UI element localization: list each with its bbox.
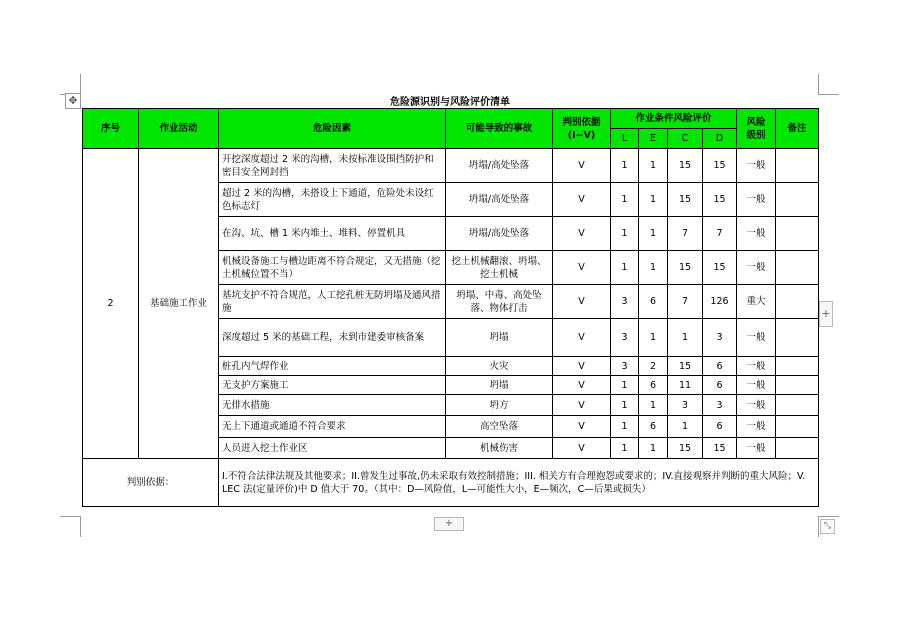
footer-label[interactable]: 判别依据： <box>83 459 219 507</box>
e-cell[interactable]: 1 <box>639 217 668 251</box>
level-cell[interactable]: 一般 <box>737 251 776 285</box>
level-cell[interactable]: 一般 <box>737 357 776 376</box>
level-cell[interactable]: 一般 <box>737 395 776 416</box>
level-cell[interactable]: 一般 <box>737 438 776 459</box>
header-e: E <box>639 129 668 149</box>
accident-cell[interactable]: 挖土机械翻滚、坍塌、挖土机械 <box>446 251 553 285</box>
table-row <box>83 149 819 183</box>
accident-cell[interactable]: 坍塌/高处坠落 <box>446 149 553 183</box>
header-level-top: 风险 <box>746 116 766 128</box>
e-cell[interactable]: 2 <box>639 357 668 376</box>
footer-basis-text[interactable]: I.不符合法律法规及其他要求；II.曾发生过事故,仍未采取有效控制措施；III. 相关方有合理抱怨或要求的；IV.直接观察并判断的重大风险；V. LEC 法(定量评价)中 D 值大于 70。（其中：D—风险值，L—可能性大小，E—频次，C—后果或损失） <box>219 459 819 507</box>
header-hazard: 危险因素 <box>219 109 446 149</box>
l-cell[interactable]: 1 <box>611 217 639 251</box>
header-remark: 备注 <box>776 109 819 149</box>
l-cell[interactable]: 1 <box>611 149 639 183</box>
level-cell[interactable]: 一般 <box>737 149 776 183</box>
basis-cell[interactable]: V <box>553 395 611 416</box>
c-cell[interactable]: 7 <box>668 217 703 251</box>
remark-cell[interactable] <box>776 395 819 416</box>
header-basis-top: 判别依据 <box>562 116 601 128</box>
e-cell[interactable]: 1 <box>639 395 668 416</box>
header-basis-bottom: (I~V) <box>567 129 596 141</box>
d-cell[interactable]: 3 <box>703 319 737 357</box>
e-cell[interactable]: 6 <box>639 416 668 438</box>
d-cell[interactable]: 15 <box>703 438 737 459</box>
header-level <box>737 109 776 149</box>
header-seq: 序号 <box>83 109 139 149</box>
d-cell[interactable]: 15 <box>703 183 737 217</box>
c-cell[interactable]: 15 <box>668 251 703 285</box>
e-cell[interactable]: 6 <box>639 376 668 395</box>
basis-cell[interactable]: V <box>553 319 611 357</box>
c-cell[interactable]: 3 <box>668 395 703 416</box>
accident-cell[interactable]: 坍塌 <box>446 319 553 357</box>
e-cell[interactable]: 1 <box>639 319 668 357</box>
c-cell[interactable]: 1 <box>668 416 703 438</box>
basis-cell[interactable]: V <box>553 217 611 251</box>
l-cell[interactable]: 1 <box>611 376 639 395</box>
basis-cell[interactable]: V <box>553 416 611 438</box>
l-cell[interactable]: 1 <box>611 395 639 416</box>
add-row-plus-icon[interactable]: + <box>434 517 464 531</box>
accident-cell[interactable]: 坍塌/高处坠落 <box>446 183 553 217</box>
remark-cell[interactable] <box>776 438 819 459</box>
remark-cell[interactable] <box>776 319 819 357</box>
l-cell[interactable]: 1 <box>611 438 639 459</box>
hazard-cell[interactable]: 人员进入挖土作业区 <box>219 438 446 459</box>
remark-cell[interactable] <box>776 251 819 285</box>
hazard-cell[interactable]: 基坑支护不符合规范，人工挖孔桩无防坍塌及通风措施 <box>219 285 446 319</box>
hazard-cell[interactable]: 在沟、坑、槽 1 米内堆土、堆料、停置机具 <box>219 217 446 251</box>
header-d: D <box>703 129 737 149</box>
crop-mark-bottom-left <box>60 516 81 537</box>
l-cell[interactable]: 1 <box>611 183 639 217</box>
hazard-cell[interactable]: 超过 2 米的沟槽，未搭设上下通道，危险处未设红色标志灯 <box>219 183 446 217</box>
d-cell[interactable]: 15 <box>703 149 737 183</box>
hazard-cell[interactable]: 无排水措施 <box>219 395 446 416</box>
basis-cell[interactable]: V <box>553 149 611 183</box>
accident-cell[interactable]: 坍塌/高处坠落 <box>446 217 553 251</box>
e-cell[interactable]: 1 <box>639 251 668 285</box>
header-eval-group: 作业条件风险评价 <box>611 109 737 129</box>
document-title: 危险源识别与风险评价清单 <box>390 97 510 108</box>
accident-cell[interactable]: 坍方 <box>446 395 553 416</box>
accident-cell[interactable]: 火灾 <box>446 357 553 376</box>
hazard-cell[interactable]: 无上下通道或通道不符合要求 <box>219 416 446 438</box>
l-cell[interactable]: 1 <box>611 251 639 285</box>
crop-mark-top-left <box>60 74 81 95</box>
basis-cell[interactable]: V <box>553 376 611 395</box>
remark-cell[interactable] <box>776 217 819 251</box>
d-cell[interactable]: 6 <box>703 357 737 376</box>
remark-cell[interactable] <box>776 416 819 438</box>
d-cell[interactable]: 6 <box>703 416 737 438</box>
c-cell[interactable]: 15 <box>668 183 703 217</box>
e-cell[interactable]: 1 <box>639 183 668 217</box>
accident-cell[interactable]: 高空坠落 <box>446 416 553 438</box>
basis-cell[interactable]: V <box>553 285 611 319</box>
hazard-cell[interactable]: 无支护方案施工 <box>219 376 446 395</box>
header-l: L <box>611 129 639 149</box>
level-cell[interactable]: 一般 <box>737 319 776 357</box>
table-resize-diagonal-icon[interactable]: ⤡ <box>820 519 835 534</box>
add-column-plus-icon[interactable]: + <box>819 301 833 327</box>
header-level-bottom: 级别 <box>746 129 766 141</box>
accident-cell[interactable]: 机械伤害 <box>446 438 553 459</box>
header-c: C <box>668 129 703 149</box>
basis-cell[interactable]: V <box>553 251 611 285</box>
group-seq: 2 <box>83 149 139 459</box>
table-move-handle-icon[interactable]: ✥ <box>65 93 81 109</box>
header-accident: 可能导致的事故 <box>446 109 553 149</box>
footer-row <box>83 459 819 507</box>
e-cell[interactable]: 6 <box>639 285 668 319</box>
level-cell[interactable]: 重大 <box>737 285 776 319</box>
level-cell[interactable]: 一般 <box>737 217 776 251</box>
d-cell[interactable]: 6 <box>703 376 737 395</box>
level-cell[interactable]: 一般 <box>737 376 776 395</box>
hazard-cell[interactable]: 机械设备施工与槽边距离不符合规定，又无措施（挖土机械位置不当） <box>219 251 446 285</box>
basis-cell[interactable]: V <box>553 357 611 376</box>
c-cell[interactable]: 11 <box>668 376 703 395</box>
d-cell[interactable]: 15 <box>703 251 737 285</box>
header-activity: 作业活动 <box>139 109 219 149</box>
c-cell[interactable]: 15 <box>668 149 703 183</box>
d-cell[interactable]: 3 <box>703 395 737 416</box>
c-cell[interactable]: 7 <box>668 285 703 319</box>
remark-cell[interactable] <box>776 149 819 183</box>
hazard-cell[interactable]: 深度超过 5 米的基础工程，未到市建委审核备案 <box>219 319 446 357</box>
l-cell[interactable]: 1 <box>611 416 639 438</box>
hazard-cell[interactable]: 桩孔内气焊作业 <box>219 357 446 376</box>
e-cell[interactable]: 1 <box>639 149 668 183</box>
l-cell[interactable]: 3 <box>611 319 639 357</box>
remark-cell[interactable] <box>776 357 819 376</box>
l-cell[interactable]: 3 <box>611 357 639 376</box>
accident-cell[interactable]: 坍塌 <box>446 376 553 395</box>
l-cell[interactable]: 3 <box>611 285 639 319</box>
remark-cell[interactable] <box>776 376 819 395</box>
accident-cell[interactable]: 坍塌、中毒、高处坠落、物体打击 <box>446 285 553 319</box>
level-cell[interactable]: 一般 <box>737 416 776 438</box>
e-cell[interactable]: 1 <box>639 438 668 459</box>
basis-cell[interactable]: V <box>553 438 611 459</box>
group-activity: 基础施工作业 <box>139 149 219 459</box>
level-cell[interactable]: 一般 <box>737 183 776 217</box>
c-cell[interactable]: 1 <box>668 319 703 357</box>
c-cell[interactable]: 15 <box>668 357 703 376</box>
remark-cell[interactable] <box>776 183 819 217</box>
d-cell[interactable]: 7 <box>703 217 737 251</box>
c-cell[interactable]: 15 <box>668 438 703 459</box>
risk-table <box>82 108 819 507</box>
basis-cell[interactable]: V <box>553 183 611 217</box>
d-cell[interactable]: 126 <box>703 285 737 319</box>
crop-mark-top-right <box>818 74 839 95</box>
hazard-cell[interactable]: 开挖深度超过 2 米的沟槽，未按标准设围挡防护和密目安全网封挡 <box>219 149 446 183</box>
header-basis <box>553 109 611 149</box>
remark-cell[interactable] <box>776 285 819 319</box>
